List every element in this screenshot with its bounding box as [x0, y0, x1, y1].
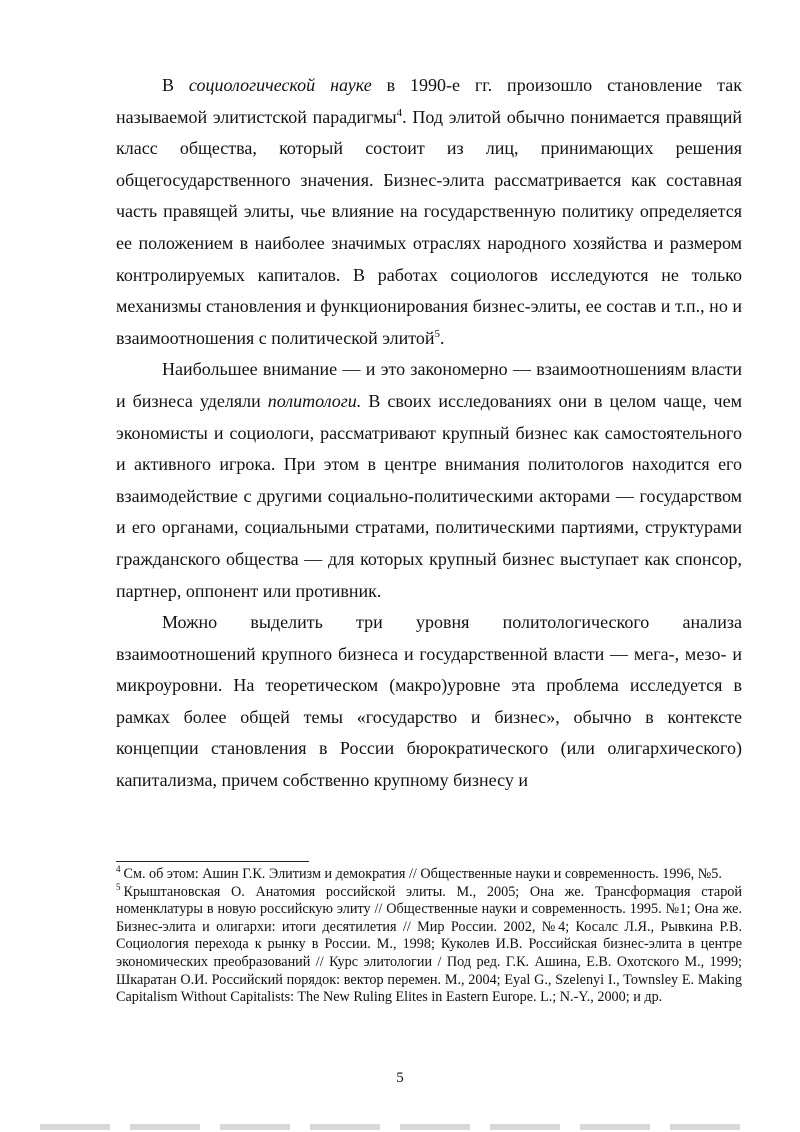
footnote-ref-5[interactable]: 5	[434, 327, 440, 340]
footnote-separator	[116, 861, 309, 862]
footnotes	[116, 866, 742, 1007]
text-run: .	[440, 327, 445, 348]
footnote-number: 5	[116, 881, 121, 892]
footnote-number: 4	[116, 864, 121, 875]
paragraph-3	[116, 607, 742, 797]
footnote-5	[116, 881, 742, 1007]
body-text	[116, 70, 742, 797]
page-number: 5	[396, 1070, 404, 1086]
italic-term-political-scientists: политологи.	[267, 390, 362, 411]
text-run: Наибольшее внимание — и это закономерно — взаимоотношениям власти и бизнеса уделяли	[116, 359, 742, 411]
text-run: . Под элитой обычно понимается правящий класс общества, который состоит из лиц, принимающих решения общегосударственного значения. Бизнес-элита рассматривается как составная часть правящей элиты, чье влияние на государственную политику определяется ее положением в наиболее значимых отраслях народного хозяйства и размером контролируемых капиталов. В работах социологов исследуются не только механизмы становления и функционирования бизнес-элиты, ее состав и т.п., но и взаимоотношения с политической элитой	[116, 106, 742, 348]
paragraph-2	[116, 354, 742, 607]
italic-term-sociology: социологической науке	[188, 75, 372, 95]
footnote-text: Крыштановская О. Анатомия российской элиты. М., 2005; Она же. Трансформация старой номенклатуры в новую российскую элиту // Общественные науки и современность. 1995. №1; Она же. Бизнес-элита и олигархи: итоги десятилетия // Мир России. 2002, №4; Косалс Л.Я., Рывкина Р.В. Социология перехода к рынку в России. М., 1998; Куколев И.В. Российская бизнес-элита в центре экономических преобразований // Курс элитологии / Под ред. Г.К. Ашина, Е.В. Охотского М., 1999; Шкаратан О.И. Российский порядок: вектор перемен. М., 2004; Eyal G., Szelenyi I., Townsley E. Making Capitalism Without Capitalists: The New Ruling Elites in Eastern Europe. L.; N.-Y., 2000; и др.	[116, 883, 742, 1006]
footnote-text: См. об этом: Ашин Г.К. Элитизм и демократия // Общественные науки и современность. 1996, №5.	[123, 866, 722, 882]
text-run: В своих исследованиях они в целом чаще, чем экономисты и социологи, рассматривают крупный бизнес как самостоятельного и активного игрока. При этом в центре внимания политологов находится его взаимодействие с другими социально-политическими акторами — государством и его органами, социальными стратами, политическими партиями, структурами гражданского общества — для которых крупный бизнес выступает как спонсор, партнер, оппонент или противник.	[116, 390, 742, 601]
scan-edge-artifact	[40, 1124, 760, 1130]
text-run: Можно выделить три уровня политологического анализа взаимоотношений крупного бизнеса и государственной власти — мега-, мезо- и микроуровни. На теоретическом (макро)уровне эта проблема исследуется в рамках более общей темы «государство и бизнес», обычно в контексте концепции становления в России бюрократического (или олигархического) капитализма, причем собственно крупному бизнесу и	[116, 612, 742, 791]
footnote-4	[116, 866, 742, 884]
text-run: В	[162, 75, 189, 95]
text-run: в 1990-е гг. произошло становление так называемой элитистской парадигмы	[116, 75, 742, 127]
paragraph-1	[116, 70, 742, 354]
footnote-ref-4[interactable]: 4	[396, 106, 403, 119]
